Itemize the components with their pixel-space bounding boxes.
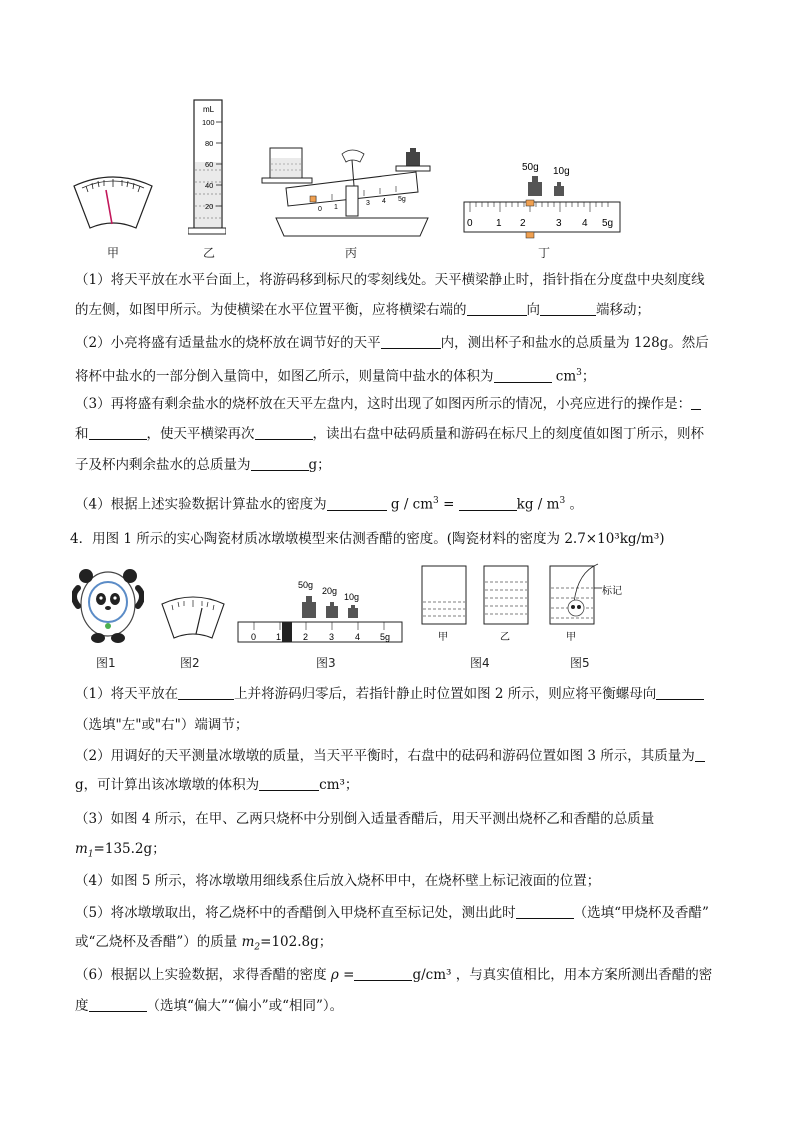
q4-line-1: （1）将天平放在 上并将游码归零后，若指针静止时位置如图 2 所示，则应将平衡螺母向 <box>75 684 704 704</box>
answer-blank[interactable] <box>540 301 596 316</box>
caption-ding: 丁 <box>538 246 551 260</box>
q3-line-8: （4）根据上述实验数据计算盐水的密度为 g / $cm^3$ = kg / $m^3$ 。 <box>75 496 583 513</box>
beaker-figure-5 <box>548 562 632 642</box>
q3-line-6: 和 ，使天平横梁再次 ，读出右盘中砝码质量和游码在标尺上的刻度值如图丁所示，则杯 <box>75 426 704 442</box>
answer-blank[interactable] <box>354 966 412 981</box>
weight-50g-label: 50g <box>522 162 539 173</box>
balance-figure-bing <box>256 140 446 238</box>
answer-blank[interactable] <box>691 395 701 410</box>
answer-blank[interactable] <box>327 496 387 511</box>
q4-line-3: （2）用调好的天平测量冰墩墩的质量，当天平平衡时，右盘中的砝码和游码位置如图 3 所示，其质量为 <box>75 746 705 766</box>
cyl-tick-100: 100 <box>202 118 215 127</box>
caption-jia: 甲 <box>107 246 120 260</box>
rider-scale-figure-3 <box>236 578 406 646</box>
beakers-figure-4 <box>420 564 532 642</box>
ruler-ding-1: 1 <box>496 218 502 229</box>
rider-1: 1 <box>334 204 338 211</box>
fig3-ruler-3: 3 <box>329 632 335 642</box>
panda-figure-1 <box>72 566 144 644</box>
answer-blank[interactable] <box>251 456 309 471</box>
fig3-weight-10g: 10g <box>344 592 360 602</box>
weight-10g-label: 10g <box>553 166 570 177</box>
answer-blank[interactable] <box>459 496 517 511</box>
fig3-ruler-1: 1 <box>276 632 282 642</box>
fig3-ruler-0: 0 <box>251 632 257 642</box>
q4-line-4: g，可计算出该冰墩墩的体积为 cm³； <box>75 777 359 793</box>
caption-yi: 乙 <box>203 246 216 260</box>
q3-line-1: （1）将天平放在水平台面上，将游码移到标尺的零刻线处。天平横梁静止时，指针指在分度盘中央刻度线 <box>75 272 705 288</box>
fig3-ruler-2: 2 <box>303 632 309 642</box>
q3-line-2: 的左侧，如图甲所示。为使横梁在水平位置平衡，应将横梁右端的 向 端移动； <box>75 302 650 318</box>
fig3-ruler-4: 4 <box>355 632 361 642</box>
q4-line-10: （6）根据以上实验数据，求得香醋的密度 ρ = g/cm³ ，与真实值相比，用本方案所测出香醋的密 <box>75 967 713 983</box>
beaker-jia-label: 甲 <box>438 632 448 642</box>
caption-fig1: 图1 <box>96 656 116 670</box>
q4-line-6: $m_1=135.2g$； <box>75 841 166 860</box>
ruler-ding-4: 4 <box>582 218 588 229</box>
cyl-label: mL <box>203 105 215 114</box>
caption-fig5: 图5 <box>570 656 590 670</box>
q4-line-7: （4）如图 5 所示，将冰墩墩用细线系住后放入烧杯甲中，在烧杯壁上标记液面的位置； <box>75 873 601 889</box>
q4-line-11: 度 （选填“偏大”“偏小”或“相同”）。 <box>75 998 344 1014</box>
answer-blank[interactable] <box>516 904 574 919</box>
caption-fig2: 图2 <box>180 656 200 670</box>
answer-blank[interactable] <box>656 685 704 700</box>
answer-blank[interactable] <box>89 997 147 1012</box>
answer-blank[interactable] <box>695 747 705 762</box>
rider-5: 5g <box>398 196 406 203</box>
dial-figure-2 <box>160 594 226 640</box>
cyl-tick-60: 60 <box>205 160 214 169</box>
q3-line-7: 子及杯内剩余盐水的总质量为 g； <box>75 457 331 473</box>
answer-blank[interactable] <box>494 368 552 383</box>
cyl-tick-80: 80 <box>205 139 214 148</box>
answer-blank[interactable] <box>381 334 441 349</box>
rider-4: 4 <box>382 198 386 205</box>
fig3-ruler-5: 5g <box>380 632 391 642</box>
q4-line-8: （5）将冰墩墩取出，将乙烧杯中的香醋倒入甲烧杯直至标记处，测出此时 （选填“甲烧杯及香醋” <box>75 905 709 921</box>
caption-fig4: 图4 <box>470 656 490 670</box>
caption-bing: 丙 <box>345 246 358 260</box>
answer-blank[interactable] <box>259 776 319 791</box>
rider-0: 0 <box>318 206 322 213</box>
answer-blank[interactable] <box>89 425 147 440</box>
mark-label: 标记 <box>602 586 622 597</box>
q3-line-5: （3）再将盛有剩余盐水的烧杯放在天平左盘内，这时出现了如图丙所示的情况，小亮应进行的操作是： <box>75 394 701 414</box>
graduated-cylinder-yi <box>188 98 226 236</box>
beaker-yi-label: 乙 <box>500 632 510 642</box>
cyl-tick-20: 20 <box>205 202 214 211</box>
ruler-ding-3: 3 <box>556 218 562 229</box>
q4-intro: 4．用图 1 所示的实心陶瓷材质冰墩墩模型来估测香醋的密度。(陶瓷材料的密度为 2.7×10³kg/m³) <box>70 531 665 547</box>
q3-line-4: 将杯中盐水的一部分倒入量筒中，如图乙所示，则量筒中盐水的体积为 $cm^3$； <box>75 368 596 385</box>
ruler-ding-5: 5g <box>602 218 614 229</box>
answer-blank[interactable] <box>255 425 313 440</box>
q3-line-3: （2）小亮将盛有适量盐水的烧杯放在调节好的天平 内，测出杯子和盐水的总质量为 128g。然后 <box>75 335 709 351</box>
q4-line-2: （选填"左"或"右"）端调节； <box>75 717 249 733</box>
fig3-weight-50g: 50g <box>298 580 314 590</box>
q4-line-5: （3）如图 4 所示，在甲、乙两只烧杯中分别倒入适量香醋后，用天平测出烧杯乙和香醋的总质量 <box>75 811 655 827</box>
fig3-weight-20g: 20g <box>322 586 338 596</box>
q4-line-9: 或“乙烧杯及香醋”）的质量 $m_2=102.8g$； <box>75 934 333 953</box>
ruler-ding-0: 0 <box>467 218 473 229</box>
caption-fig3: 图3 <box>316 656 336 670</box>
cyl-tick-40: 40 <box>205 181 214 190</box>
answer-blank[interactable] <box>178 685 234 700</box>
dial-figure-jia <box>72 172 154 232</box>
ruler-ding-2: 2 <box>520 218 526 229</box>
answer-blank[interactable] <box>467 301 527 316</box>
beaker-jia-label-5: 甲 <box>566 632 576 642</box>
rider-scale-ding <box>462 160 624 240</box>
rider-3: 3 <box>366 200 370 207</box>
